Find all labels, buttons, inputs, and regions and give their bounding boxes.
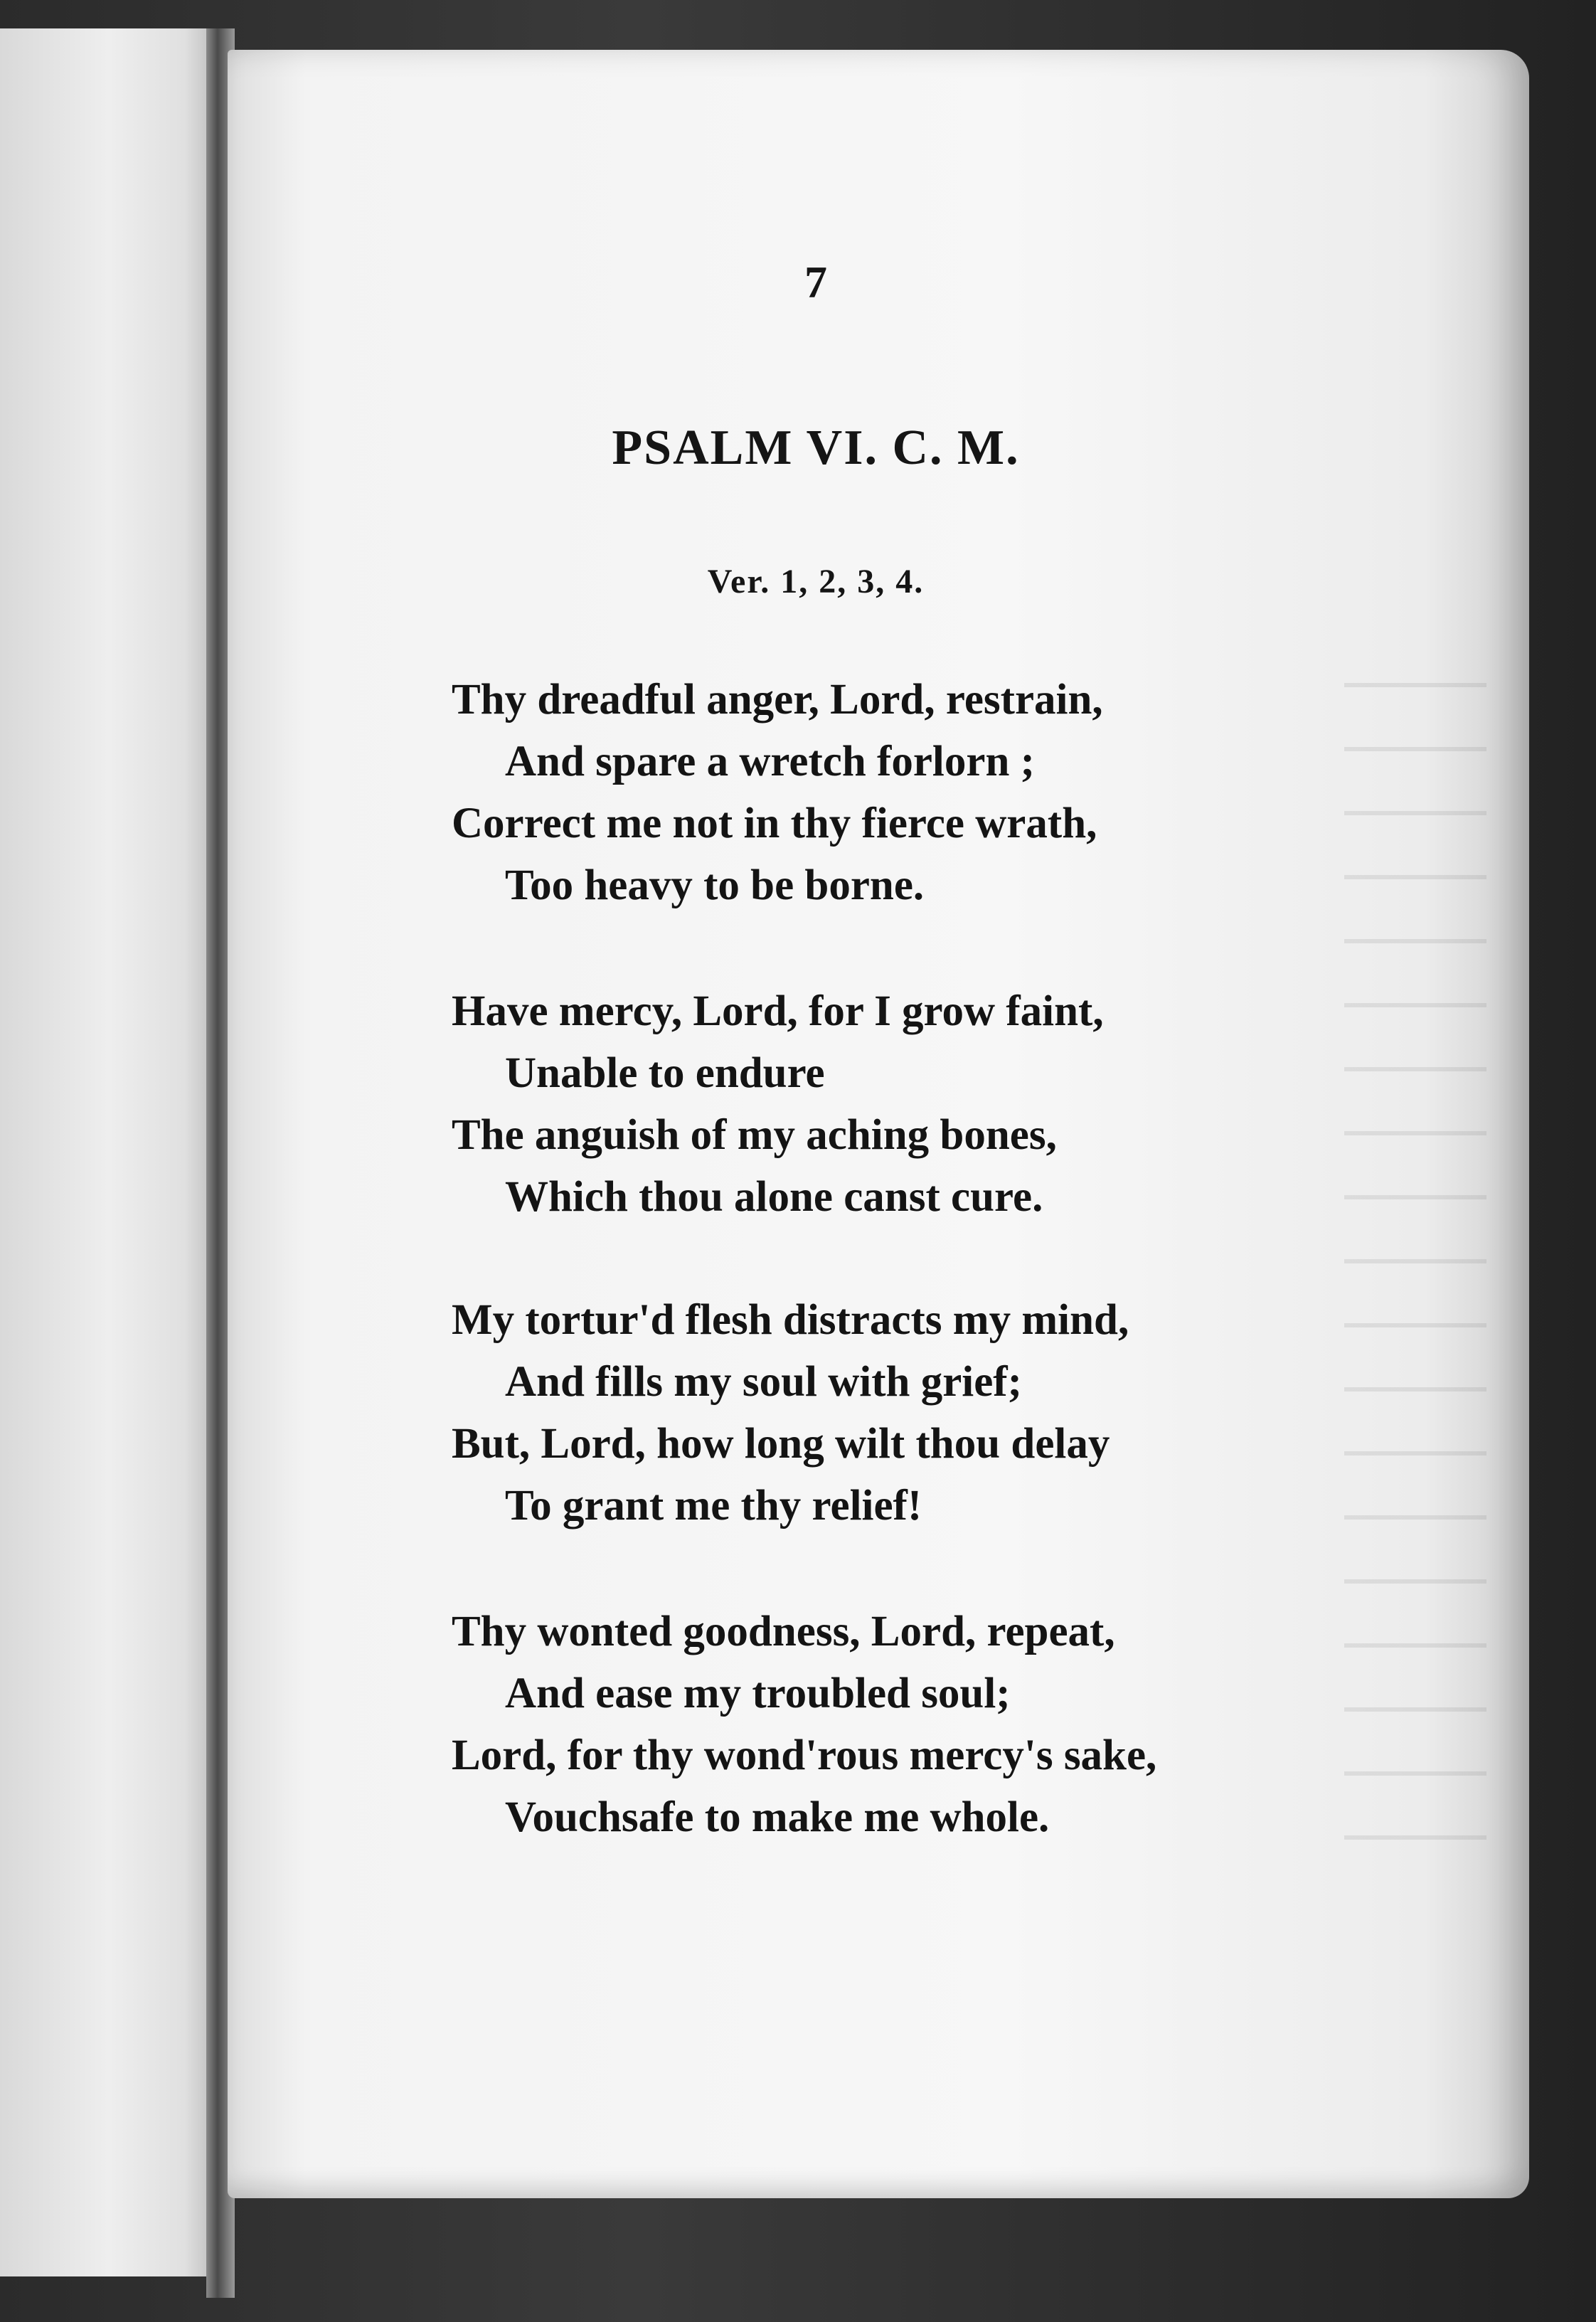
stanza-line: My tortur'd flesh distracts my mind,	[452, 1296, 1129, 1344]
psalm-title: PSALM VI. C. M.	[612, 420, 1020, 475]
stanza-line: Lord, for thy wond'rous mercy's sake,	[452, 1732, 1157, 1779]
verse-reference: Ver. 1, 2, 3, 4.	[707, 563, 925, 600]
stanza-line: Correct me not in thy fierce wrath,	[452, 800, 1097, 847]
stanza-line: Too heavy to be borne.	[505, 862, 925, 909]
stanza-line: And fills my soul with grief;	[505, 1358, 1022, 1406]
stanza-line: Have mercy, Lord, for I grow faint,	[452, 987, 1104, 1035]
stanza-line: Which thou alone canst cure.	[505, 1173, 1043, 1221]
stanza-line: The anguish of my aching bones,	[452, 1111, 1057, 1159]
stanza-line: And spare a wretch forlorn ;	[505, 738, 1035, 785]
facing-page-edge	[0, 28, 217, 2276]
stanza-line: Thy dreadful anger, Lord, restrain,	[452, 676, 1103, 723]
stanza-1	[452, 669, 1376, 916]
stanza-line: But, Lord, how long wilt thou delay	[452, 1420, 1110, 1468]
stanza-line: Unable to endure	[505, 1049, 825, 1097]
stanza-2	[452, 980, 1376, 1228]
stanza-line: Thy wonted goodness, Lord, repeat,	[452, 1608, 1115, 1655]
stanza-4	[452, 1601, 1376, 1848]
stanza-line: And ease my troubled soul;	[505, 1670, 1011, 1717]
stanza-3	[452, 1289, 1376, 1537]
page-number: 7	[804, 257, 827, 307]
stanza-line: Vouchsafe to make me whole.	[505, 1793, 1050, 1841]
stanza-line: To grant me thy relief!	[505, 1482, 922, 1530]
